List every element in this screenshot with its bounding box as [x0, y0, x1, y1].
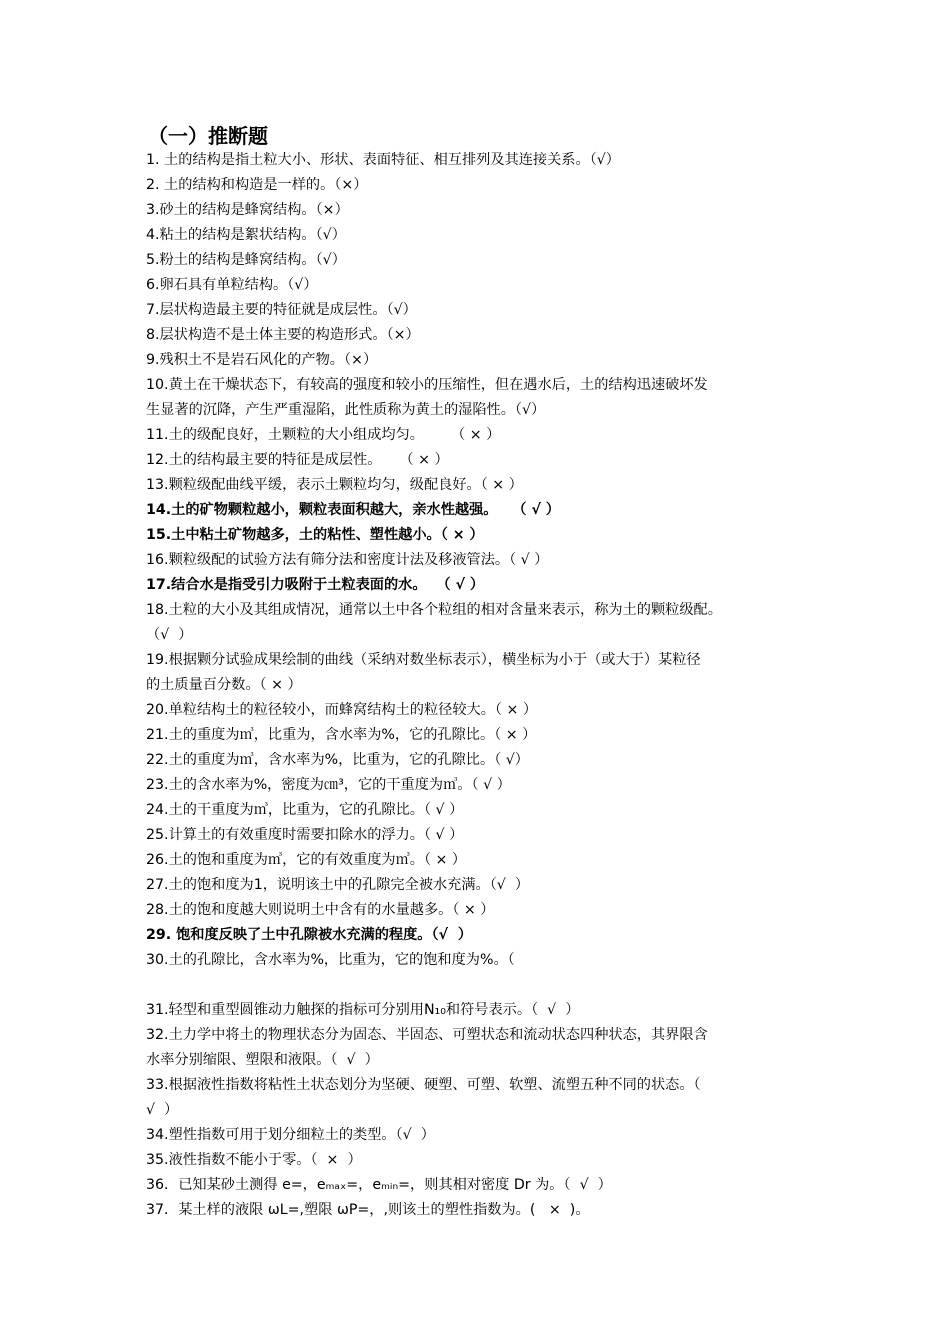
text-line: 28.土的饱和度越大则说明土中含有的水量越多。（ × ） [146, 902, 495, 918]
text-line: 11.土的级配良好，土颗粒的大小组成均匀。 （ × ） [146, 427, 501, 443]
text-line: 水率分别缩限、塑限和液限。（ √ ） [146, 1052, 379, 1068]
text-line: 17.结合水是指受引力吸附于土粒表面的水。 （ √ ） [146, 577, 485, 593]
text-line: 23.土的含水率为%，密度为㎝³，它的干重度为㎥。（ √ ） [146, 777, 511, 793]
text-line: 5.粉土的结构是蜂窝结构。（√） [146, 252, 346, 268]
text-line: 生显著的沉降，产生严重湿陷，此性质称为黄土的湿陷性。（√） [146, 402, 546, 418]
text-line: 29. 饱和度反映了土中孔隙被水充满的程度。（√ ） [146, 927, 473, 943]
text-line: 14.土的矿物颗粒越小，颗粒表面积越大，亲水性越强。 （ √ ） [146, 502, 560, 518]
text-line: 9.残积土不是岩石风化的产物。（×） [146, 352, 378, 368]
text-line: 33.根据液性指数将粘性土状态划分为坚硬、硬塑、可塑、软塑、流塑五种不同的状态。（ [146, 1077, 701, 1093]
text-line: 21.土的重度为㎥，比重为，含水率为%，它的孔隙比。（ × ） [146, 727, 537, 743]
text-line: 4.粘土的结构是絮状结构。（√） [146, 227, 346, 243]
text-line: 6.卵石具有单粒结构。（√） [146, 277, 318, 293]
text-line: 31.轻型和重型圆锥动力触探的指标可分别用N₁₀和符号表示。（ √ ） [146, 1002, 580, 1018]
text-line: 20.单粒结构土的粒径较小，而蜂窝结构土的粒径较大。（ × ） [146, 702, 538, 718]
text-line: 24.土的干重度为㎥，比重为，它的孔隙比。（ √ ） [146, 802, 464, 818]
text-line: 32.土力学中将土的物理状态分为固态、半固态、可塑状态和流动状态四种状态，其界限含 [146, 1027, 708, 1043]
text-line: 16.颗粒级配的试验方法有筛分法和密度计法及移液管法。（ √ ） [146, 552, 549, 568]
text-line: 2. 土的结构和构造是一样的。（×） [146, 177, 368, 193]
text-line: 19.根据颗分试验成果绘制的曲线（采纳对数坐标表示），横坐标为小于（或大于）某粒径 [146, 652, 701, 668]
text-line: 27.土的饱和度为1，说明该土中的孔隙完全被水充满。（√ ） [146, 877, 530, 893]
text-line: 3.砂土的结构是蜂窝结构。（×） [146, 202, 349, 218]
text-line: 18.土粒的大小及其组成情况，通常以土中各个粒组的相对含量来表示，称为土的颗粒级配。 [146, 602, 722, 618]
text-line [146, 973, 826, 998]
text-line: 13.颗粒级配曲线平缓，表示土颗粒均匀，级配良好。（ × ） [146, 477, 523, 493]
text-line: 7.层状构造最主要的特征就是成层性。（√） [146, 302, 417, 318]
text-line: 30.土的孔隙比，含水率为%，比重为，它的饱和度为%。（ [146, 952, 515, 968]
text-line: 22.土的重度为㎥，含水率为%，比重为，它的孔隙比。（ √） [146, 752, 529, 768]
text-line: 的土质量百分数。（ × ） [146, 677, 302, 693]
text-line: 8.层状构造不是土体主要的构造形式。（×） [146, 327, 420, 343]
text-line: 1. 土的结构是指土粒大小、形状、表面特征、相互排列及其连接关系。（√） [146, 152, 620, 168]
text-line: 34.塑性指数可用于划分细粒土的类型。（√ ） [146, 1127, 435, 1143]
text-line: 10.黄土在干燥状态下，有较高的强度和较小的压缩性，但在遇水后，土的结构迅速破坏发 [146, 377, 708, 393]
question-list [146, 148, 826, 1223]
section-heading: （一）推断题 [148, 124, 268, 148]
text-line: 15.土中粘土矿物越多，土的粘性、塑性越小。（ × ） [146, 527, 484, 543]
text-line: （√ ） [146, 627, 193, 643]
text-line: 37．某土样的液限 ωL=,塑限 ωP=，,则该土的塑性指数为。( × )。 [146, 1202, 590, 1218]
text-line: 35.液性指数不能小于零。（ × ） [146, 1152, 362, 1168]
text-line: 36．已知某砂土测得 e=，eₘₐₓ=，eₘᵢₙ=，则其相对密度 Dr 为。（ √ ） [146, 1177, 612, 1193]
text-line: 25.计算土的有效重度时需要扣除水的浮力。（ √ ） [146, 827, 464, 843]
text-line: √ ） [146, 1102, 179, 1118]
text-line: 26.土的饱和重度为㎥，它的有效重度为㎥。（ × ） [146, 852, 467, 868]
text-line: 12.土的结构最主要的特征是成层性。 （ × ） [146, 452, 449, 468]
